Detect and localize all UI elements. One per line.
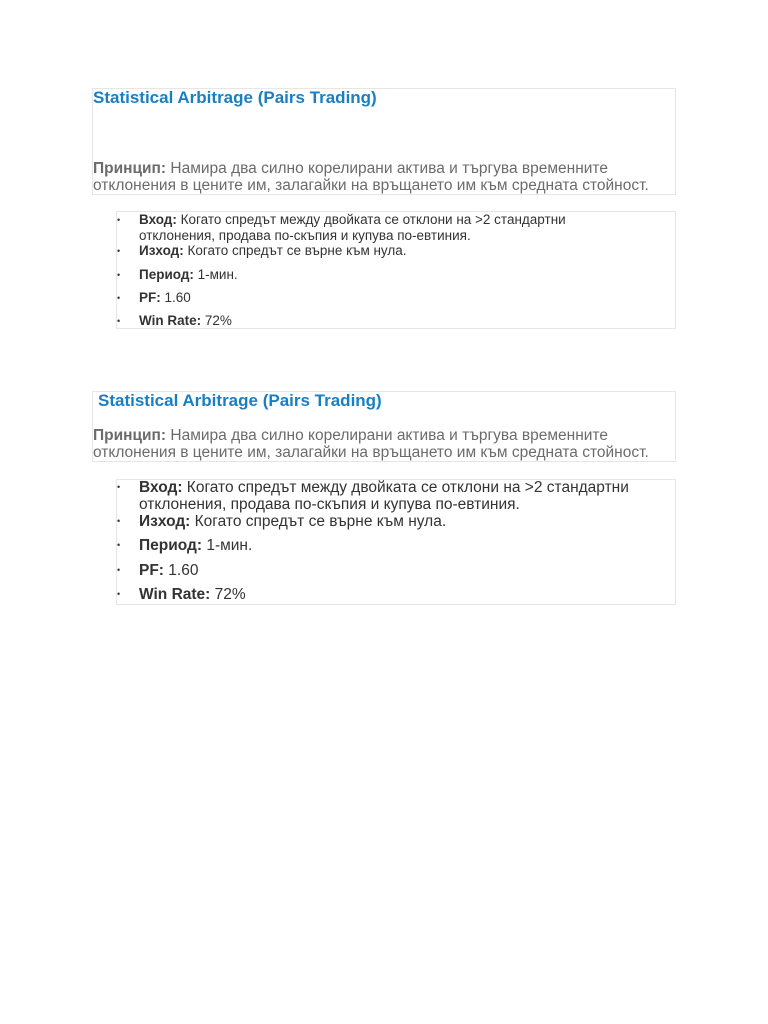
list-item-period xyxy=(117,267,238,283)
bullet-icon: • xyxy=(117,589,121,599)
list-item-exit xyxy=(117,243,407,259)
item-key: Изход: xyxy=(139,243,184,258)
list-item-exit xyxy=(117,513,447,530)
bullet-icon: • xyxy=(117,316,121,326)
bullet-icon: • xyxy=(117,270,121,280)
list-item-period xyxy=(117,537,253,554)
section-2-title: Statistical Arbitrage (Pairs Trading) xyxy=(98,391,382,410)
item-key: Win Rate: xyxy=(139,586,211,603)
item-value: 1.60 xyxy=(160,290,191,305)
item-value: 1.60 xyxy=(163,562,199,579)
principle-text-line2: отклонения в цените им, залагайки на връщането им към средната стойност. xyxy=(93,444,649,461)
list-item-entry xyxy=(117,479,629,513)
principle-text-line1: Намира два силно корелирани актива и търгува временните xyxy=(166,160,608,177)
item-key: Win Rate: xyxy=(139,313,202,328)
bullet-icon: • xyxy=(117,246,121,256)
principle-text-line1: Намира два силно корелирани актива и търгува временните xyxy=(166,427,608,444)
bullet-icon: • xyxy=(117,482,121,492)
bullet-icon: • xyxy=(117,540,121,550)
principle-label: Принцип: xyxy=(93,427,167,444)
item-value: Когато спредът се върне към нула. xyxy=(190,513,447,530)
item-key: Период: xyxy=(139,267,194,282)
bullet-icon: • xyxy=(117,293,121,303)
list-item-pf xyxy=(117,290,191,306)
item-key: Период: xyxy=(139,537,203,554)
principle-label: Принцип: xyxy=(93,160,167,177)
principle-text-line2: отклонения в цените им, залагайки на връщането им към средната стойност. xyxy=(93,177,649,194)
section-1-principle xyxy=(93,160,683,194)
list-item-winrate xyxy=(117,313,232,329)
item-value: 1-мин. xyxy=(202,537,253,554)
bullet-icon: • xyxy=(117,565,121,575)
list-item-entry xyxy=(117,212,566,244)
item-key: PF: xyxy=(139,562,164,579)
item-value-line2: отклонения, продава по-скъпия и купува по-евтиния. xyxy=(139,496,520,513)
bullet-icon: • xyxy=(117,215,121,225)
item-key: PF: xyxy=(139,290,161,305)
item-value-line1: Когато спредът между двойката се отклони на >2 стандартни xyxy=(176,212,566,227)
item-key: Изход: xyxy=(139,513,191,530)
item-key: Вход: xyxy=(139,479,183,496)
item-value: 72% xyxy=(201,313,232,328)
section-2-principle xyxy=(93,427,683,461)
item-value-line2: отклонения, продава по-скъпия и купува по-евтиния. xyxy=(139,228,471,243)
list-item-pf xyxy=(117,562,199,579)
item-value: 72% xyxy=(210,586,246,603)
item-value: Когато спредът се върне към нула. xyxy=(183,243,407,258)
bullet-icon: • xyxy=(117,516,121,526)
list-item-winrate xyxy=(117,586,246,603)
item-value: 1-мин. xyxy=(193,267,238,282)
section-1-title: Statistical Arbitrage (Pairs Trading) xyxy=(93,88,377,107)
item-value-line1: Когато спредът между двойката се отклони на >2 стандартни xyxy=(182,479,629,496)
item-key: Вход: xyxy=(139,212,177,227)
